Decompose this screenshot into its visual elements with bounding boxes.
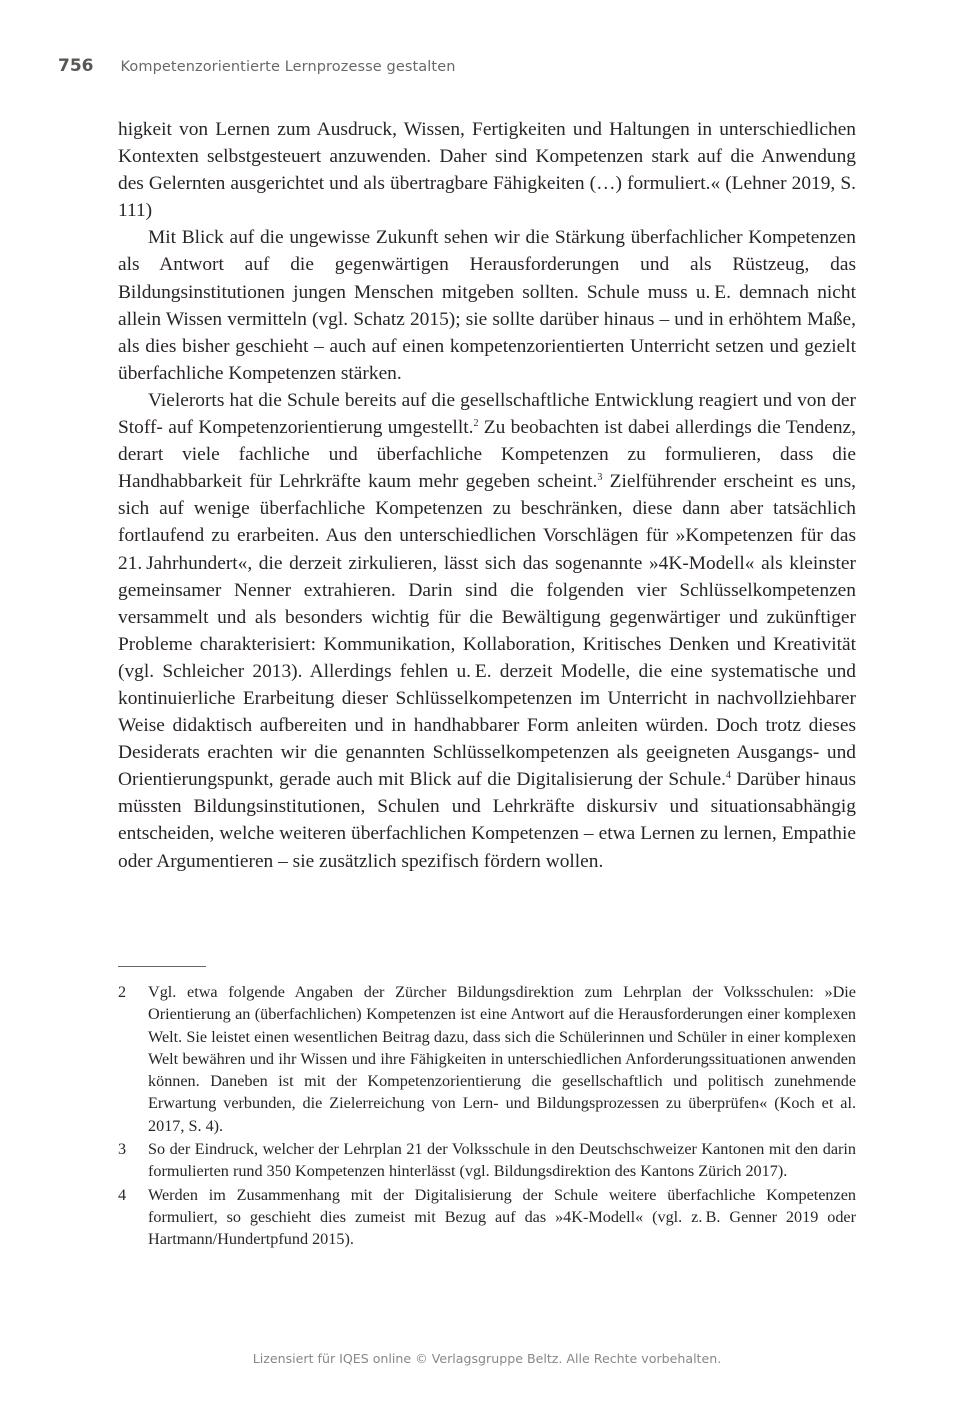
body-paragraph: Vielerorts hat die Schule bereits auf die gesellschaftliche Entwicklung reagiert und von der Stoff- auf Kompetenzorientierung umgestellt.$^2$ Zu beobachten ist dabei allerdings die Tendenz, derart viele fachliche und überfachliche Kompetenzen zu formulieren, dass die Handhabbarkeit für Lehrkräfte kaum mehr gegeben scheint.$^3$ Zielführender erscheint es uns, sich auf wenige überfachliche Kompetenzen zu beschränken, diese dann aber tatsächlich fortlaufend zu erarbeiten. Aus den unterschiedlichen Vorschlägen für »Kompetenzen für das 21. Jahrhundert«, die derzeit zirkulieren, lässt sich das sogenannte »4K-Modell« als kleinster gemeinsamer Nenner extrahieren. Darin sind die folgenden vier Schlüsselkompetenzen versammelt und als besonders wichtig für die Bewältigung gegenwärtiger und zukünftiger Probleme charakterisiert: Kommunikation, Kollaboration, Kritisches Denken und Kreativität (vgl. Schleicher 2013). Allerdings fehlen u. E. derzeit Modelle, die eine systematische und kontinuierliche Erarbeitung dieser Schlüsselkompetenzen im Unterricht in nachvollziehbarer Weise didaktisch aufbereiten und in handhabbarer Form anleiten würden. Doch trotz dieses Desiderats erachten wir die genannten Schlüsselkompetenzen als geeigneten Ausgangs- und Orientierungspunkt, gerade auch mit Blick auf die Digitalisierung der Schule.$^4$ Darüber hinaus müssten Bildungsinstitutionen, Schulen und Lehrkräfte diskursiv und situationsabhängig entscheiden, welche weiteren überfachlichen Kompetenzen – etwa Lernen zu lernen, Empathie oder Argumentieren – sie zusätzlich spezifisch fördern wollen. xyxy=(118,389,856,872)
page-number: 756 xyxy=(58,56,94,76)
footnote xyxy=(118,981,856,1137)
body-paragraph: Mit Blick auf die ungewisse Zukunft sehen wir die Stärkung überfachlicher Kompetenzen als Antwort auf die gegenwärtigen Herausforderungen und als Rüstzeug, das Bildungsinstitutionen jungen Menschen mitgeben sollten. Schule muss u. E. demnach nicht allein Wissen vermitteln (vgl. Schatz 2015); sie sollte darüber hinaus – und in erhöhtem Maße, als dies bisher geschieht – auch auf einen kompetenzorientierten Unterricht setzen und gezielt überfachliche Kompetenzen stärken. xyxy=(118,227,856,384)
page-header xyxy=(58,56,456,80)
license-footer: Lizensiert für IQES online © Verlagsgruppe Beltz. Alle Rechte vorbehalten. xyxy=(252,1351,722,1366)
footnotes xyxy=(118,981,856,1252)
footnote-reference[interactable]: 4 xyxy=(725,770,731,782)
body-paragraph: higkeit von Lernen zum Ausdruck, Wissen, Fertigkeiten und Haltungen in unterschiedlichen Kontexten selbstgesteuert anzuwenden. Daher sind Kompetenzen stark auf die Anwendung des Gelernten ausgerichtet und als übertragbare Fähigkeiten (…) formuliert.« (Lehner 2019, S. 111) xyxy=(118,119,856,222)
footnote-text: So der Eindruck, welcher der Lehrplan 21 der Volksschule in den Deutschschweizer Kantonen mit den darin formulierten rund 350 Kompetenzen hinterlässt (vgl. Bildungsdirektion des Kantons Zürich 2017). xyxy=(148,1140,856,1181)
footnote-number: 3 xyxy=(118,1140,127,1159)
footnote xyxy=(118,1138,856,1183)
footnote-number: 2 xyxy=(118,983,127,1001)
running-title: Kompetenzorientierte Lernprozesse gestalten xyxy=(120,59,456,75)
footnote-text: Werden im Zusammenhang mit der Digitalisierung der Schule weitere überfachliche Kompetenzen formuliert, so geschieht dies zumeist mit Bezug auf das »4K-Modell« (vgl. z. B. Genner 2019 oder Hartmann/Hundertpfund 2015). xyxy=(148,1185,856,1249)
footnote-separator xyxy=(118,966,206,967)
footnote xyxy=(118,1184,856,1251)
footnote-reference[interactable]: 2 xyxy=(473,418,479,430)
footnote-reference[interactable]: 3 xyxy=(597,472,603,484)
footnote-number: 4 xyxy=(118,1185,127,1204)
footnote-text: Vgl. etwa folgende Angaben der Zürcher Bildungsdirektion zum Lehrplan der Volksschulen: »Die Orientierung an (überfachlichen) Kompetenzen ist eine Antwort auf die Herausforderungen einer komplexen Welt. Sie leistet einen wesentlichen Beitrag dazu, dass sich die Schülerinnen und Schüler in einer komplexen Welt bewähren und ihr Wissen und ihre Fähigkeiten in unterschiedlichen Anforderungssituationen anwenden können. Daneben ist mit der Kompetenzorientierung die gesellschaftlich und politisch zunehmende Erwartung verbunden, die Zielerreichung von Lern- und Bildungsprozessen zu überprüfen« (Koch et al. 2017, S. 4). xyxy=(148,983,856,1135)
body-text xyxy=(118,116,856,875)
